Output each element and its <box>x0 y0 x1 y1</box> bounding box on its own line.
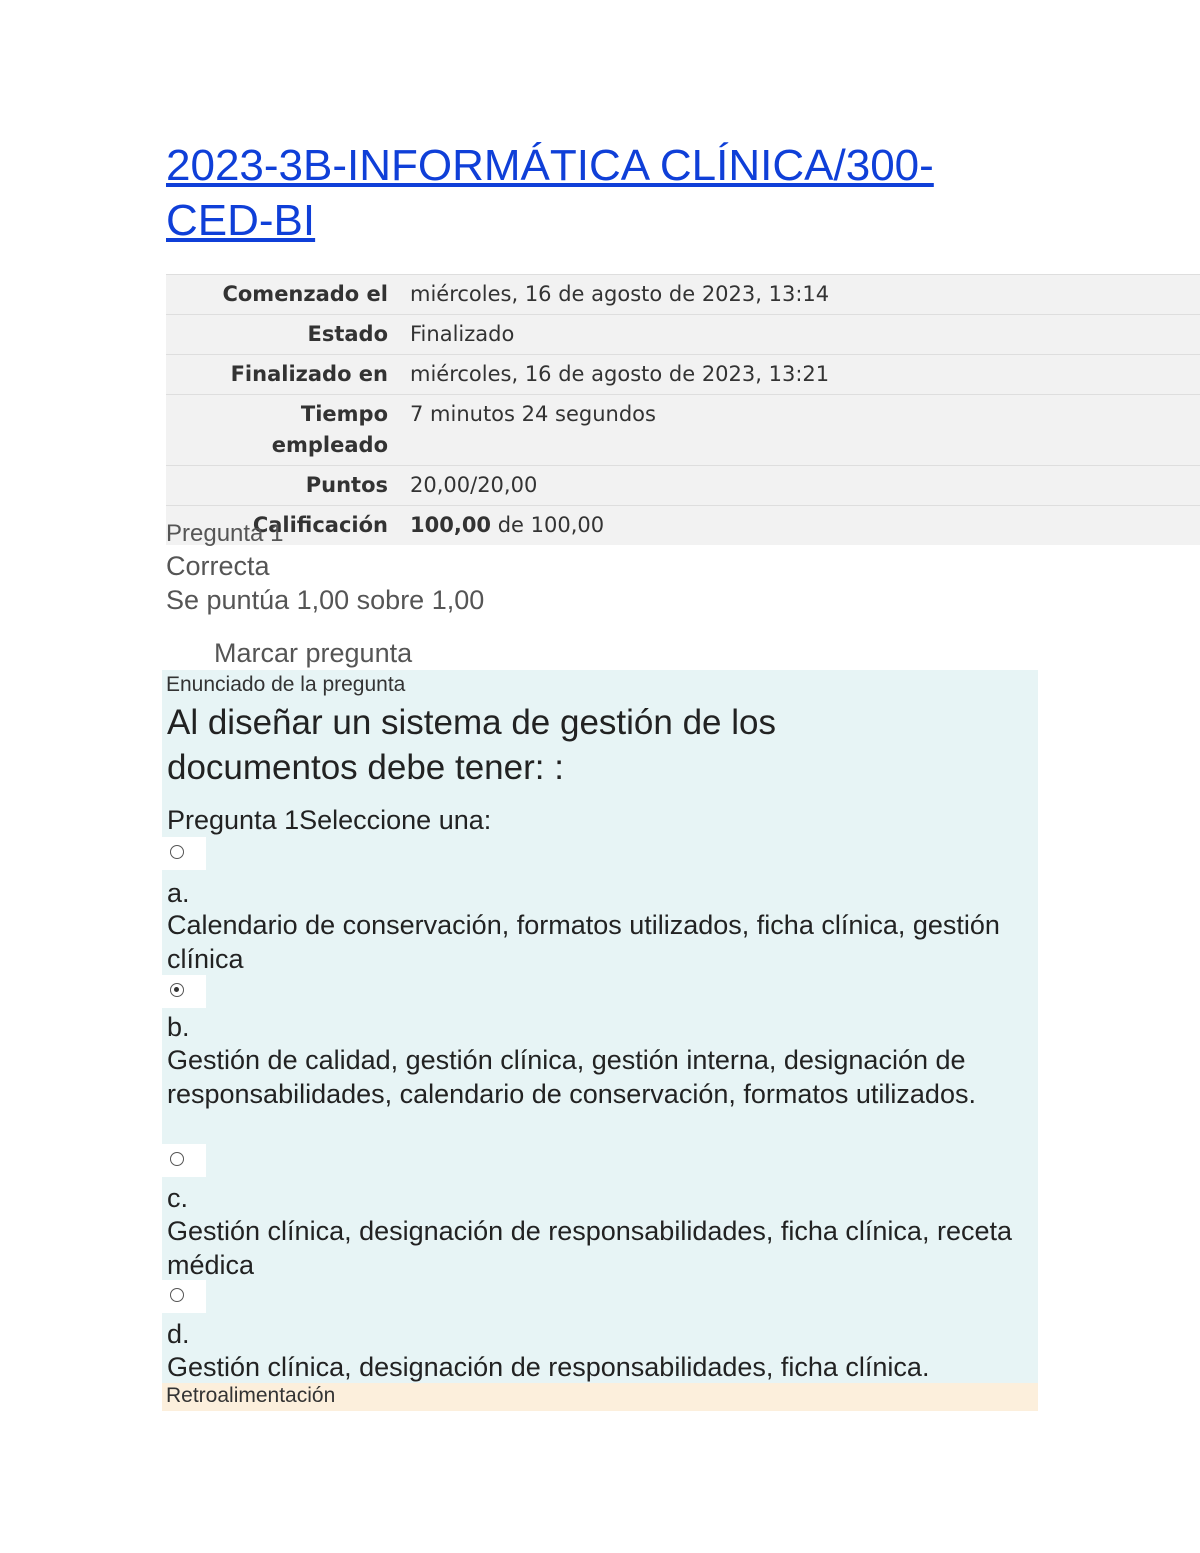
summary-value <box>398 506 1200 546</box>
option-b-text[interactable]: Gestión de calidad, gestión clínica, gestión interna, designación de responsabilidades, calendario de conservación, formatos utilizados. <box>167 1045 976 1109</box>
summary-label: Tiempo empleado <box>166 395 398 466</box>
option-b-radio[interactable] <box>170 983 184 997</box>
question-state: Correcta <box>166 551 270 581</box>
question-text: Al diseñar un sistema de gestión de los documentos debe tener: : <box>167 703 776 787</box>
summary-value: Finalizado <box>398 315 1200 355</box>
option-c-letter: c. <box>167 1183 189 1213</box>
option-d-letter: d. <box>167 1319 190 1349</box>
summary-value: miércoles, 16 de agosto de 2023, 13:21 <box>398 355 1200 395</box>
option-d-radio[interactable] <box>170 1288 184 1302</box>
option-c-radio-cell[interactable] <box>162 1144 206 1177</box>
attempt-summary-table <box>166 274 1200 545</box>
question-content <box>162 670 1038 1383</box>
option-a-radio[interactable] <box>170 845 184 859</box>
summary-label: Comenzado el <box>166 275 398 315</box>
option-d-text[interactable]: Gestión clínica, designación de responsabilidades, ficha clínica. <box>167 1352 930 1382</box>
summary-label: Estado <box>166 315 398 355</box>
flag-question-button[interactable]: Marcar pregunta <box>214 638 413 668</box>
option-c-radio[interactable] <box>170 1152 184 1166</box>
option-c-text[interactable]: Gestión clínica, designación de responsabilidades, ficha clínica, receta médica <box>167 1216 1012 1280</box>
summary-row-started <box>166 275 1200 315</box>
summary-value: 7 minutos 24 segundos <box>398 395 1200 466</box>
option-a-letter: a. <box>167 878 190 908</box>
question-statement-label: Enunciado de la pregunta <box>166 673 406 696</box>
option-a-radio-cell[interactable] <box>162 837 206 870</box>
question-grade: Se puntúa 1,00 sobre 1,00 <box>166 585 485 615</box>
feedback-label: Retroalimentación <box>166 1384 336 1407</box>
option-b-letter: b. <box>167 1012 190 1042</box>
summary-label: Calificación <box>166 506 398 546</box>
feedback-section <box>162 1383 1038 1411</box>
question-prompt: Pregunta 1Seleccione una: <box>167 805 492 835</box>
option-b-radio-cell[interactable] <box>162 975 206 1008</box>
summary-label: Puntos <box>166 466 398 506</box>
option-d-radio-cell[interactable] <box>162 1280 206 1313</box>
question-info <box>166 519 484 617</box>
summary-row-state <box>166 315 1200 355</box>
summary-row-time <box>166 395 1200 466</box>
summary-value: miércoles, 16 de agosto de 2023, 13:14 <box>398 275 1200 315</box>
grade-max: de 100,00 <box>491 513 605 537</box>
summary-row-finished <box>166 355 1200 395</box>
summary-value: 20,00/20,00 <box>398 466 1200 506</box>
summary-label: Finalizado en <box>166 355 398 395</box>
course-title-link[interactable]: 2023-3B-INFORMÁTICA CLÍNICA/300-CED-BI <box>166 141 934 245</box>
summary-row-points <box>166 466 1200 506</box>
option-a-text[interactable]: Calendario de conservación, formatos utilizados, ficha clínica, gestión clínica <box>167 910 1000 974</box>
question-number: Pregunta 1 <box>166 520 284 547</box>
grade-score: 100,00 <box>410 513 492 537</box>
